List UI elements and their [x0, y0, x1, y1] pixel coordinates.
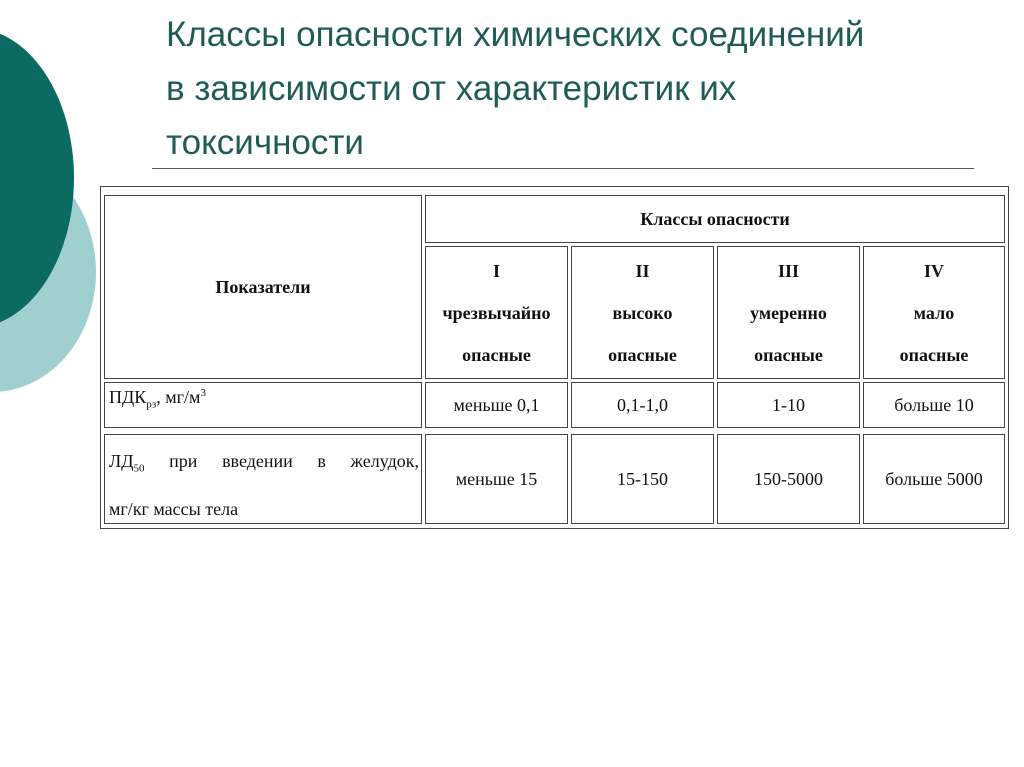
- class-numeral-4: IV: [923, 260, 944, 281]
- class-desc-2b: опасные: [608, 344, 677, 365]
- title-divider: [152, 168, 974, 169]
- class-desc-2: высоко: [612, 302, 673, 323]
- class-header-cell-2: [571, 246, 714, 379]
- class-desc-3b: опасные: [754, 344, 823, 365]
- class-numeral-1: I: [492, 260, 500, 281]
- pdk-value-4: больше 10: [894, 394, 974, 415]
- pdk-label: $ПДК_{рз}$, $мг/м^3$: [109, 387, 206, 411]
- ld50-value-3: 150-5000: [754, 468, 823, 489]
- class-desc-4: мало: [913, 302, 955, 323]
- ld50-value-2: 15-150: [617, 468, 668, 489]
- class-header-cell-4: [863, 246, 1005, 379]
- ld50-value-1: меньше 15: [455, 468, 538, 489]
- table-cell-ld50-1: [425, 434, 568, 524]
- classes-header: Классы опасности: [640, 208, 790, 229]
- indicators-header: Показатели: [215, 276, 311, 297]
- class-numeral-2: II: [635, 260, 650, 281]
- classes-header-cell: [425, 195, 1005, 243]
- table-cell-pdk-2: [571, 382, 714, 428]
- class-desc-1b: опасные: [462, 344, 531, 365]
- table-row-label-pdk: [104, 382, 422, 428]
- class-numeral-3: III: [777, 260, 799, 281]
- table-cell-pdk-4: [863, 382, 1005, 428]
- class-desc-1: чрезвычайно: [442, 302, 551, 323]
- title-line-2: в зависимости от характеристик их: [166, 69, 737, 108]
- table-cell-ld50-3: [717, 434, 860, 524]
- pdk-value-3: 1-10: [772, 394, 805, 415]
- class-header-cell-1: [425, 246, 568, 379]
- ld50-label-line-2: мг/кг массы тела: [109, 498, 239, 519]
- class-desc-3: умеренно: [750, 302, 827, 323]
- slide-title: [166, 8, 986, 170]
- class-header-cell-3: [717, 246, 860, 379]
- table-row-label-ld50: [104, 434, 422, 524]
- pdk-value-2: 0,1-1,0: [617, 394, 668, 415]
- class-desc-4b: опасные: [899, 344, 969, 365]
- ld50-label-line-1: $ЛД_{50}$ при введении в желудок,: [109, 451, 419, 475]
- indicators-header-cell: [104, 195, 422, 379]
- ld50-value-4: больше 5000: [885, 468, 983, 489]
- pdk-value-1: меньше 0,1: [453, 394, 540, 415]
- title-line-3: токсичности: [166, 123, 364, 162]
- table-cell-ld50-4: [863, 434, 1005, 524]
- table-cell-pdk-3: [717, 382, 860, 428]
- table-cell-ld50-2: [571, 434, 714, 524]
- hazard-classes-table: [100, 186, 1009, 529]
- table-cell-pdk-1: [425, 382, 568, 428]
- title-line-1: Классы опасности химических соединений: [166, 15, 865, 54]
